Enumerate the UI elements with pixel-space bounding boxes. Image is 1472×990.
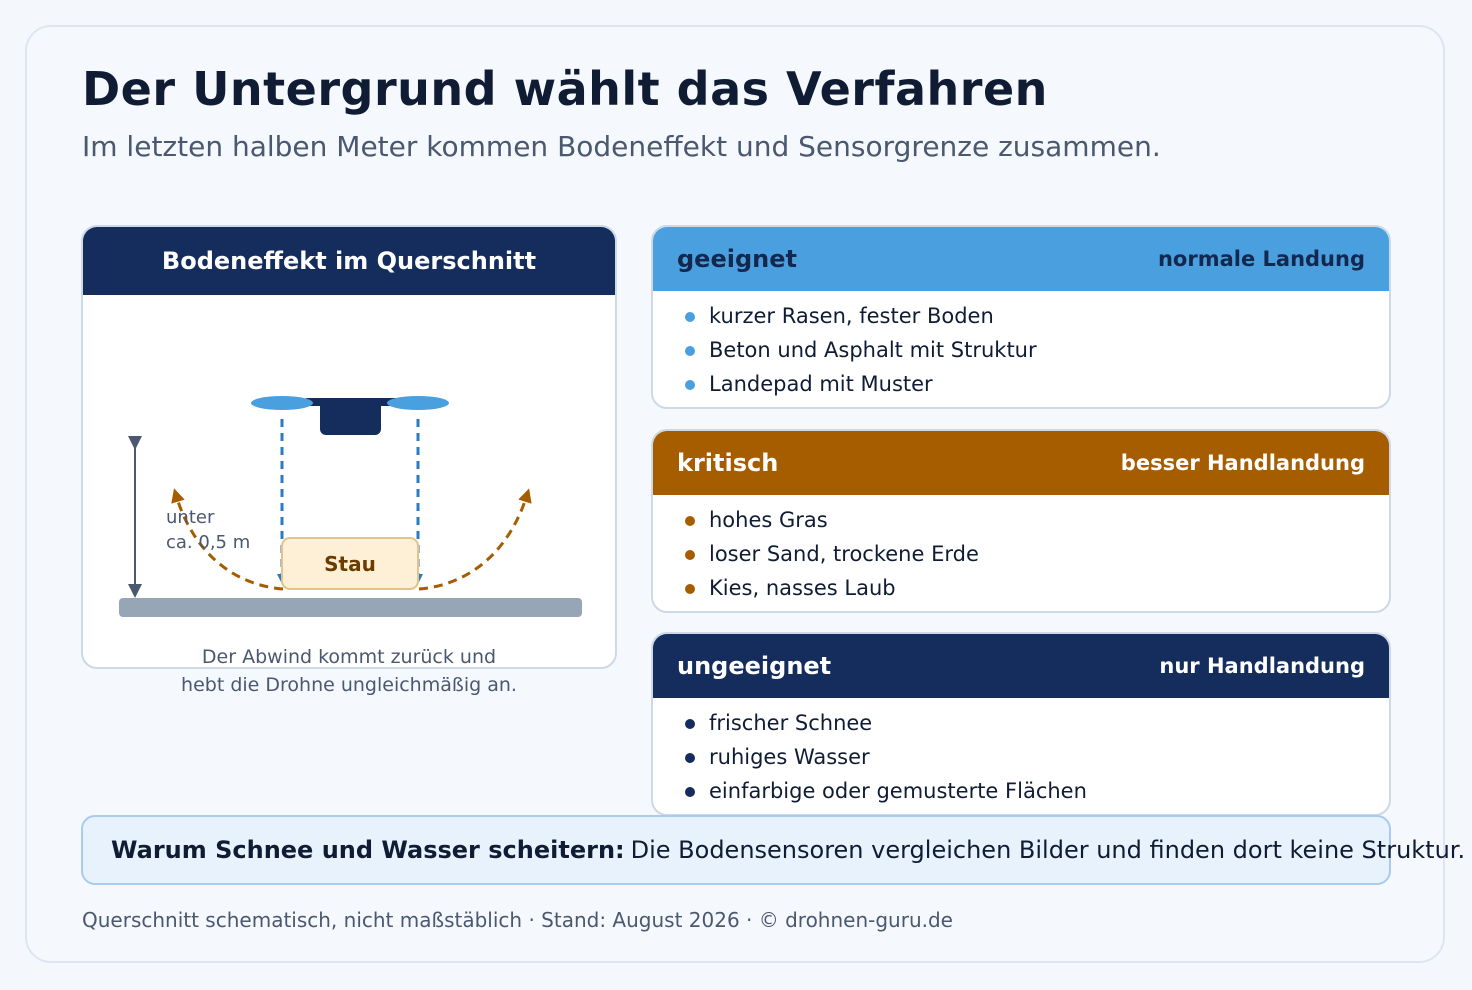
bullet-dot-icon <box>685 584 695 594</box>
category-panel-kritisch <box>651 429 1391 613</box>
rotor-left <box>251 396 313 410</box>
list-item <box>683 740 1389 774</box>
category-header <box>653 227 1389 291</box>
list-item <box>683 333 1389 367</box>
rotor-right <box>387 396 449 410</box>
bullet-dot-icon <box>685 380 695 390</box>
page-subtitle: Im letzten halben Meter kommen Bodeneffekt und Sensorgrenze zusammen. <box>82 130 1161 163</box>
cross-section-panel <box>81 225 617 669</box>
note-heading: Warum Schnee und Wasser scheitern: <box>111 836 625 864</box>
category-list <box>653 495 1389 605</box>
bullet-dot-icon <box>685 516 695 526</box>
category-action: besser Handlandung <box>1120 451 1365 475</box>
category-action: nur Handlandung <box>1159 654 1365 678</box>
height-label-line2: ca. 0,5 m <box>166 532 251 553</box>
page-title: Der Untergrund wählt das Verfahren <box>82 62 1048 116</box>
category-name: ungeeignet <box>677 652 832 680</box>
list-item-text: loser Sand, trockene Erde <box>709 542 979 566</box>
ground-effect-diagram <box>83 227 617 669</box>
airflow-right <box>419 495 527 589</box>
list-item-text: Landepad mit Muster <box>709 372 933 396</box>
bullet-dot-icon <box>685 753 695 763</box>
category-action: normale Landung <box>1157 247 1365 271</box>
list-item-text: kurzer Rasen, fester Boden <box>709 304 994 328</box>
bullet-dot-icon <box>685 550 695 560</box>
bullet-dot-icon <box>685 719 695 729</box>
caption-line1: Der Abwind kommt zurück und <box>201 646 497 668</box>
cross-section-caption <box>81 643 617 699</box>
list-item-text: Beton und Asphalt mit Struktur <box>709 338 1037 362</box>
category-list <box>653 291 1389 401</box>
category-header <box>653 431 1389 495</box>
ground-bar <box>119 598 582 617</box>
list-item-text: Kies, nasses Laub <box>709 576 896 600</box>
bullet-dot-icon <box>685 787 695 797</box>
list-item-text: ruhiges Wasser <box>709 745 870 769</box>
category-panel-geeignet <box>651 225 1391 409</box>
height-label-line1: unter <box>166 507 215 528</box>
info-note <box>81 815 1466 885</box>
cross-section-title: Bodeneffekt im Querschnitt <box>83 227 615 295</box>
footer-text: Querschnitt schematisch, nicht maßstäblich · Stand: August 2026 · © drohnen-guru.de <box>82 908 953 932</box>
list-item-text: einfarbige oder gemusterte Flächen <box>709 779 1087 803</box>
list-item-text: hohes Gras <box>709 508 828 532</box>
category-header <box>653 634 1389 698</box>
category-name: kritisch <box>677 449 779 477</box>
note-text: Die Bodensensoren vergleichen Bilder und finden dort keine Struktur. <box>630 836 1466 864</box>
list-item <box>683 706 1389 740</box>
bullet-dot-icon <box>685 312 695 322</box>
list-item <box>683 774 1389 808</box>
category-list <box>653 698 1389 808</box>
bullet-dot-icon <box>685 346 695 356</box>
list-item <box>683 537 1389 571</box>
list-item <box>683 503 1389 537</box>
list-item <box>683 299 1389 333</box>
list-item <box>683 367 1389 401</box>
category-name: geeignet <box>677 245 797 273</box>
caption-line2: hebt die Drohne ungleichmäßig an. <box>181 674 517 696</box>
drone-body <box>320 398 381 435</box>
category-panel-ungeeignet <box>651 632 1391 816</box>
stau-label: Stau <box>324 552 376 576</box>
list-item-text: frischer Schnee <box>709 711 873 735</box>
list-item <box>683 571 1389 605</box>
